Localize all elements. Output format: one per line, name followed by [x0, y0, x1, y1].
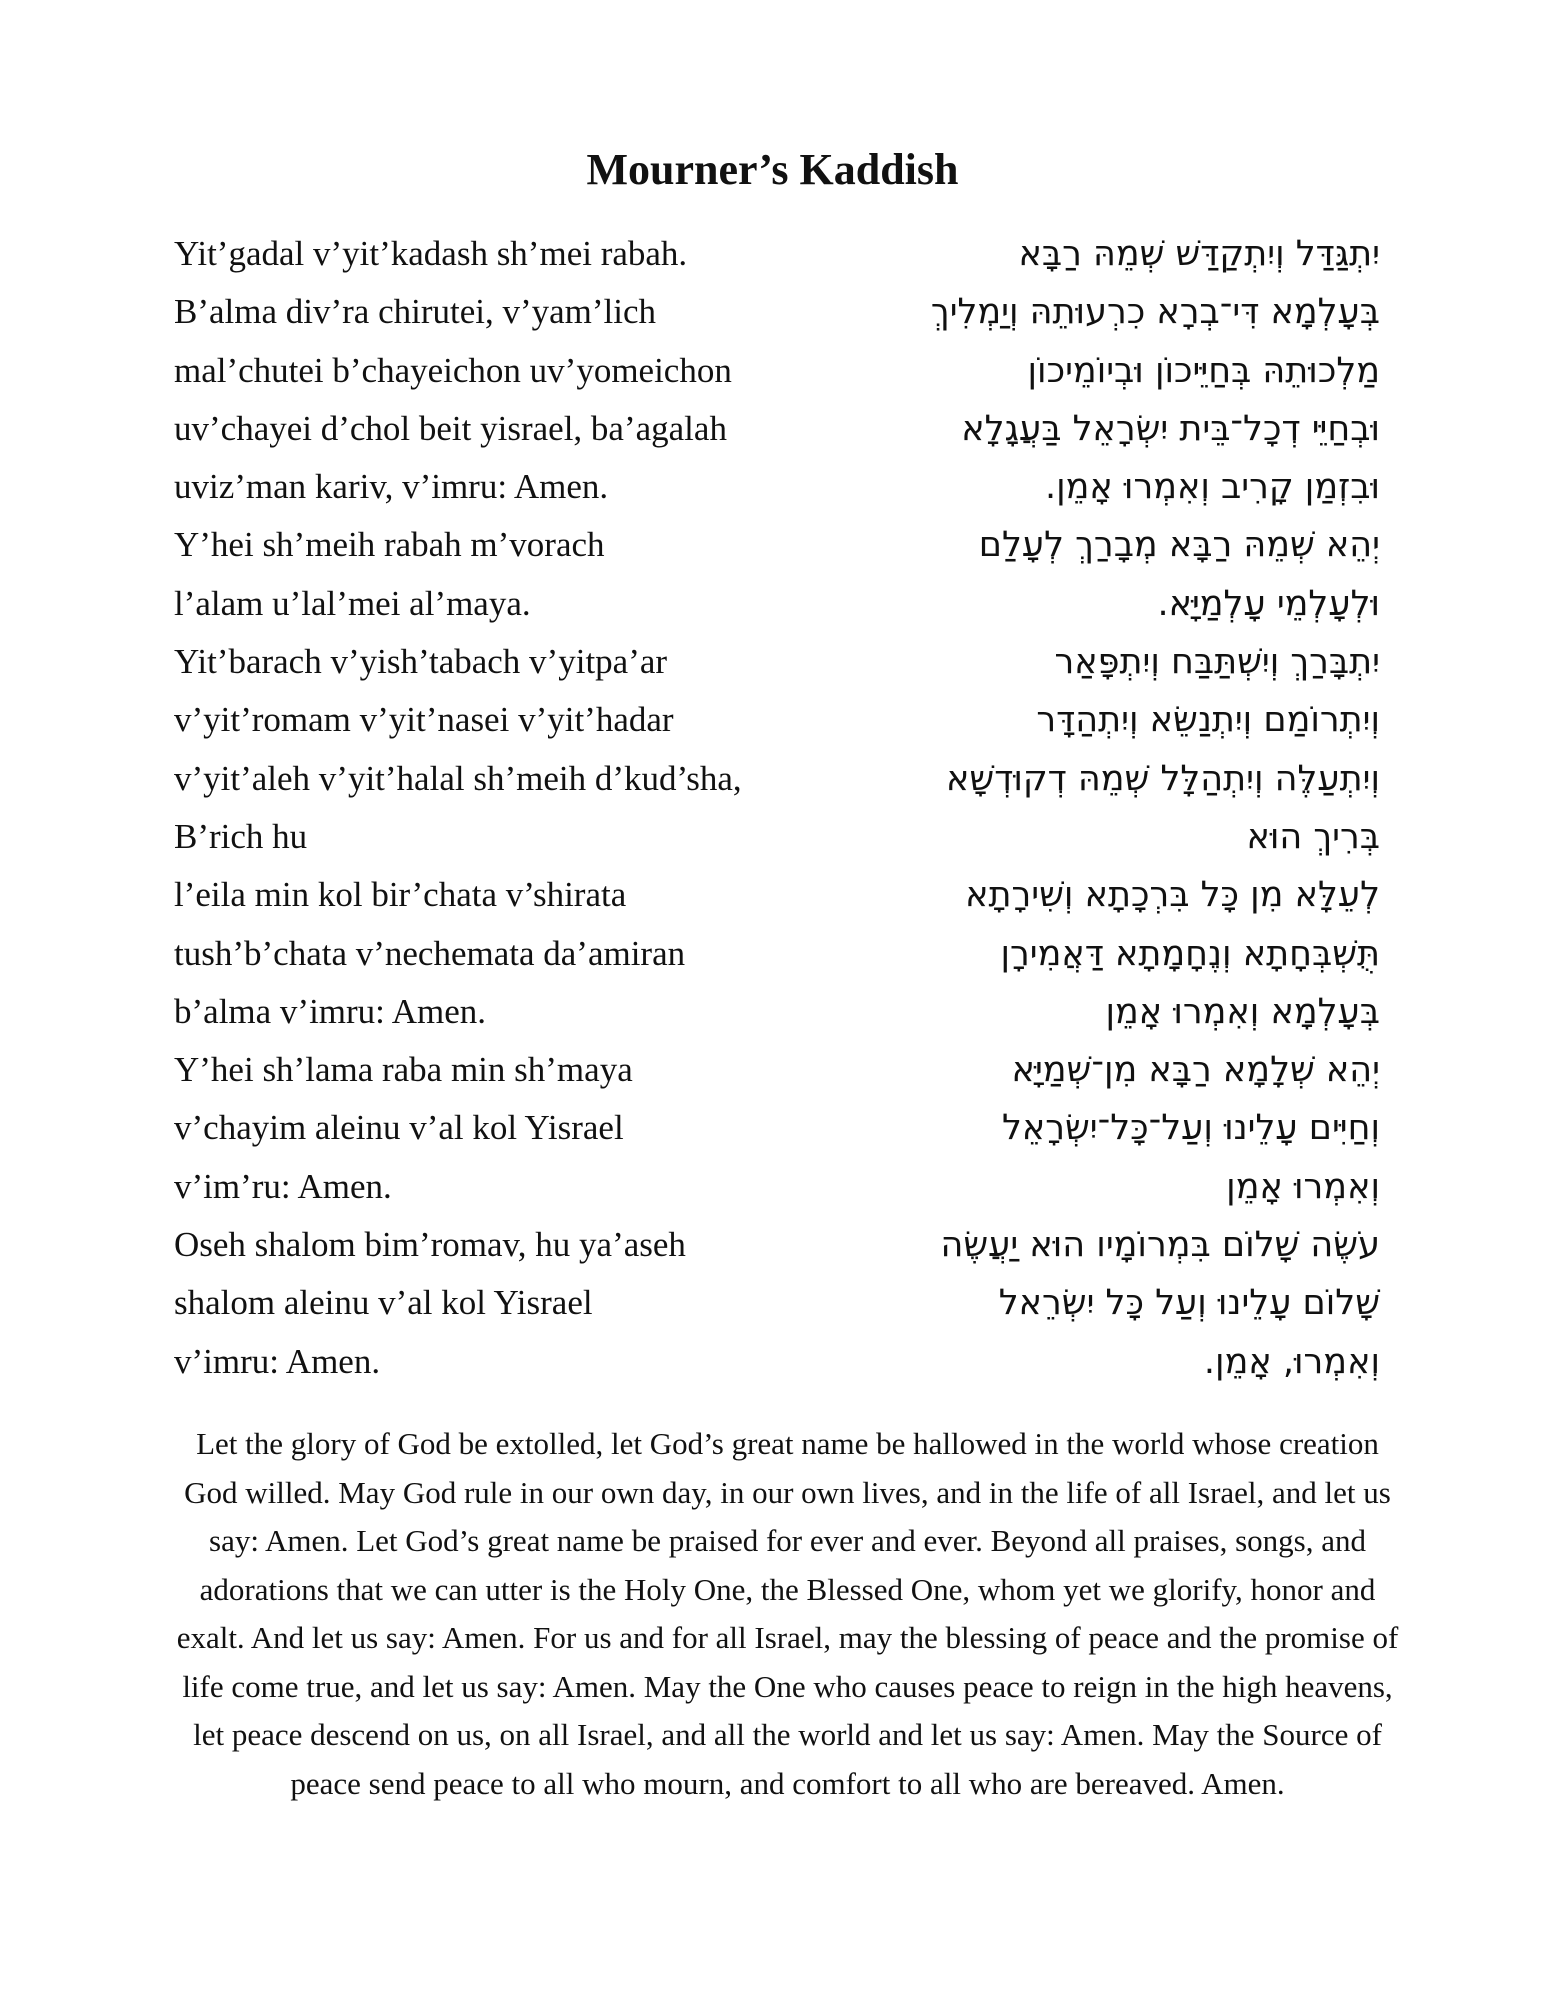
transliteration-line: tush’b’chata v’nechemata da’amiran — [174, 933, 686, 973]
hebrew-line: שָׁלוֹם עָלֵינוּ וְעַל כָּל יִשְׂרֵאל — [998, 1283, 1380, 1324]
english-translation: Let the glory of God be extolled, let God’s great name be hallowed in the world whose creation God willed. May God rule in our own day, in our own lives, and in the life of all Israel, and let us say: Amen. Let God’s great name be praised for ever and ever. Beyond all praises, songs, and adorations that we can utter is the Holy One, the Blessed One, whom yet we glorify, honor and exalt. And let us say: Amen. For us and for all Israel, may the blessing of peace and the promise of life come true, and let us say: Amen. May the One who causes peace to reign in the high heavens, let peace descend on us, on all Israel, and all the world and let us say: Amen. May the Source of peace send peace to all who mourn, and comfort to all who are bereaved. Amen. — [176, 1426, 1399, 1801]
hebrew-line: לְעֵלָּא מִן כָּל בִּרְכָתָא וְשִׁירָתָא — [965, 875, 1380, 916]
transliteration-line: Y’hei sh’lama raba min sh’maya — [174, 1050, 633, 1090]
transliteration-line: v’yit’romam v’yit’nasei v’yit’hadar — [174, 700, 674, 740]
transliteration-line: Yit’gadal v’yit’kadash sh’mei rabah. — [174, 234, 688, 273]
hebrew-line: מַלְכוּתֵהּ בְּחַיֵּיכוֹן וּבְיוֹמֵיכוֹן — [1027, 350, 1380, 391]
transliteration-line: B’alma div’ra chirutei, v’yam’lich — [174, 292, 657, 332]
hebrew-line: יִתְבָּרַךְ וְיִשְׁתַּבַּח וְיִתְפָּאַר — [1054, 642, 1380, 683]
prayer-lines — [174, 225, 1380, 1391]
hebrew-line: תֻּשְׁבְּחָתָא וְנֶחָמָתָא דַּאֲמִירָן — [1000, 933, 1380, 974]
transliteration-line: v’yit’aleh v’yit’halal sh’meih d’kud’sha, — [174, 758, 742, 798]
hebrew-line: יְהֵא שְׁלָמָא רַבָּא מִן־שְׁמַיָּא — [1011, 1050, 1380, 1091]
hebrew-line: עֹשֶׂה שָׁלוֹם בִּמְרוֹמָיו הוּא יַעֲשֶׂה — [940, 1225, 1380, 1266]
transliteration-line: b’alma v’imru: Amen. — [174, 991, 487, 1031]
hebrew-line: וְאִמְרוּ אָמֵן — [1226, 1166, 1380, 1207]
hebrew-line: בְּעָלְמָא וְאִמְרוּ אָמֵן — [1105, 991, 1380, 1032]
hebrew-line: יְהֵא שְׁמֵהּ רַבָּא מְבָרַךְ לְעָלַם — [978, 525, 1380, 566]
transliteration-line: v’chayim aleinu v’al kol Yisrael — [174, 1108, 624, 1148]
hebrew-line: וְיִתְרוֹמַם וְיִתְנַשֵּׂא וְיִתְהַדָּר — [1036, 700, 1380, 741]
prayer-line-17 — [174, 1158, 1380, 1216]
prayer-line-7 — [174, 575, 1380, 633]
prayer-line-5 — [174, 458, 1380, 516]
hebrew-line: וּבְחַיֵּי דְכָל־בֵּית יִשְׂרָאֵל בַּעֲגָלָא — [961, 408, 1380, 449]
hebrew-line: וְחַיִּים עָלֵינוּ וְעַל־כָּל־יִשְׂרָאֵל — [1001, 1108, 1380, 1149]
prayer-line-2 — [174, 283, 1380, 341]
transliteration-line: mal’chutei b’chayeichon uv’yomeichon — [174, 350, 732, 390]
hebrew-line: וְיִתְעַלֶּה וְיִתְהַלָּל שְׁמֵהּ דְקוּדְשָׁא — [946, 758, 1380, 799]
hebrew-line: וּבִזְמַן קָרִיב וְאִמְרוּ אָמֵן. — [1044, 467, 1380, 508]
prayer-line-20 — [174, 1333, 1380, 1391]
hebrew-line: וְאִמְרוּ, אָמֵן. — [1203, 1341, 1380, 1382]
prayer-line-4 — [174, 400, 1380, 458]
transliteration-line: uviz’man kariv, v’imru: Amen. — [174, 467, 609, 507]
hebrew-line: יִתְגַּדַּל וְיִתְקַדַּשׁ שְׁמֵהּ רַבָּא — [1018, 234, 1380, 274]
prayer-line-3 — [174, 342, 1380, 400]
prayer-line-12 — [174, 866, 1380, 924]
transliteration-line: shalom aleinu v’al kol Yisrael — [174, 1283, 593, 1323]
prayer-line-11 — [174, 808, 1380, 866]
transliteration-line: v’imru: Amen. — [174, 1341, 381, 1381]
transliteration-line: Yit’barach v’yish’tabach v’yitpa’ar — [174, 642, 668, 682]
hebrew-line: בְּרִיךְ הוּא — [1246, 816, 1380, 857]
hebrew-line: וּלְעָלְמֵי עָלְמַיָּא. — [1157, 583, 1380, 624]
prayer-line-6 — [174, 516, 1380, 574]
transliteration-line: Y’hei sh’meih rabah m’vorach — [174, 525, 605, 565]
prayer-line-16 — [174, 1099, 1380, 1157]
prayer-line-10 — [174, 750, 1380, 808]
prayer-line-18 — [174, 1216, 1380, 1274]
hebrew-line: בְּעָלְמָא דִּי־בְרָא כִרְעוּתֵהּ וְיַמְלִיךְ — [930, 292, 1380, 333]
transliteration-line: B’rich hu — [174, 816, 308, 856]
transliteration-line: Oseh shalom bim’romav, hu ya’aseh — [174, 1225, 686, 1265]
prayer-line-13 — [174, 925, 1380, 983]
transliteration-line: v’im’ru: Amen. — [174, 1166, 392, 1206]
transliteration-line: l’eila min kol bir’chata v’shirata — [174, 875, 627, 915]
transliteration-line: uv’chayei d’chol beit yisrael, ba’agalah — [174, 408, 727, 448]
prayer-line-8 — [174, 633, 1380, 691]
prayer-line-19 — [174, 1274, 1380, 1332]
prayer-line-9 — [174, 691, 1380, 749]
prayer-line-15 — [174, 1041, 1380, 1099]
transliteration-line: l’alam u’lal’mei al’maya. — [174, 583, 531, 623]
page-title: Mourner’s Kaddish — [586, 145, 959, 194]
prayer-line-14 — [174, 983, 1380, 1041]
prayer-line-1 — [174, 225, 1380, 283]
